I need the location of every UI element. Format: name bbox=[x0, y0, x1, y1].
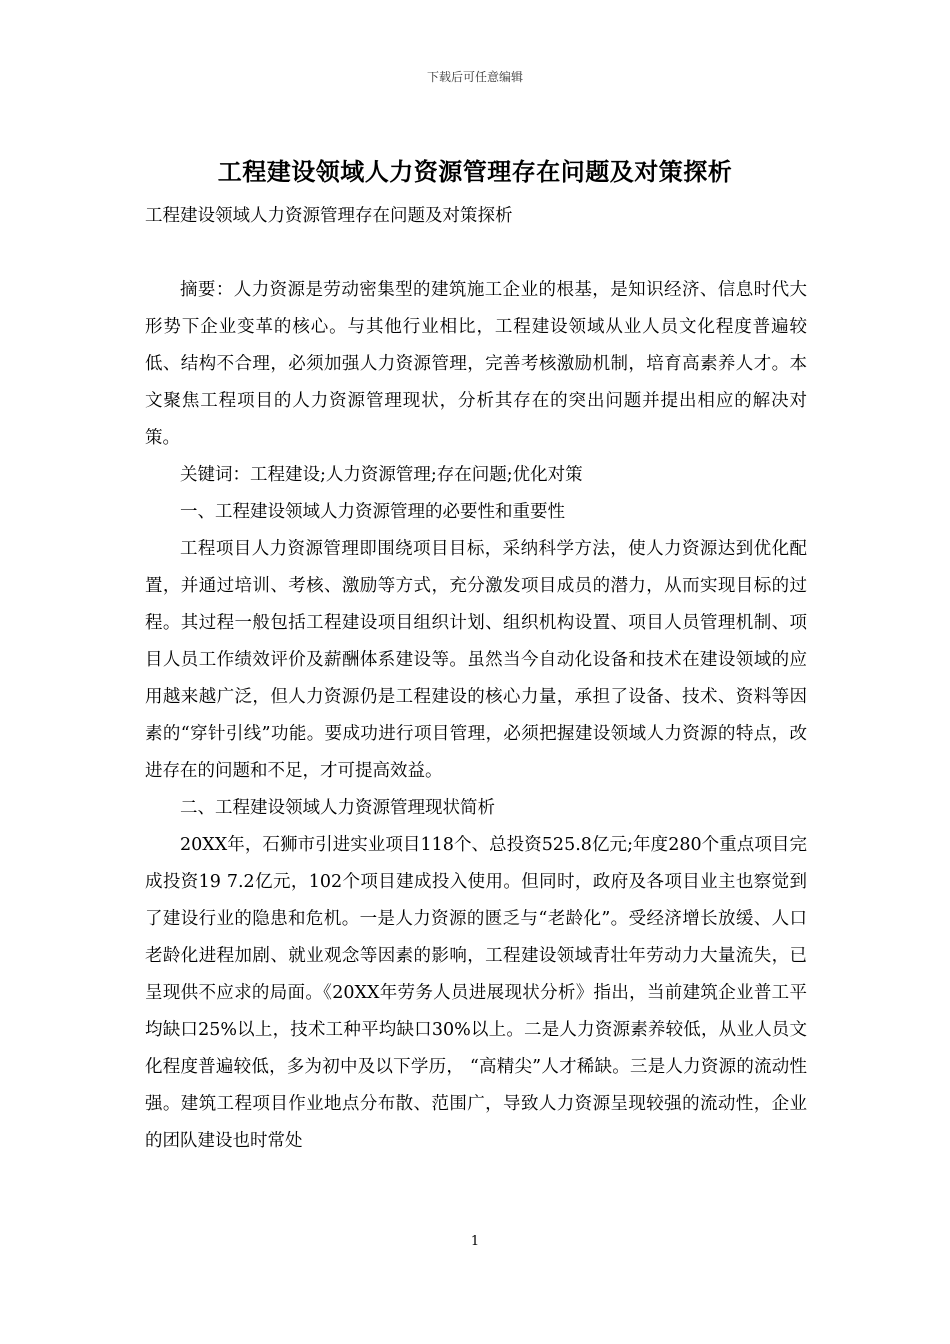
header-note: 下载后可任意编辑 bbox=[426, 70, 523, 84]
subtitle: 工程建设领域人力资源管理存在问题及对策探析 bbox=[145, 206, 513, 226]
section-1-body: 工程项目人力资源管理即围绕项目目标，采纳科学方法，使人力资源达到优化配置，并通过培训、考核、激励等方式，充分激发项目成员的潜力，从而实现目标的过程。其过程一般包括工程建设项目组织计划、组织机构设置、项目人员管理机制、项目人员工作绩效评价及薪酬体系建设等。虽然当今自动化设备和技术在建设领域的应用越来越广泛，但人力资源仍是工程建设的核心力量，承担了设备、技术、资料等因素的“穿针引线”功能。要成功进行项目管理，必须把握建设领域人力资源的特点，改进存在的问题和不足，才可提高效益。 bbox=[145, 539, 807, 781]
section-2-heading: 二、工程建设领域人力资源管理现状简析 bbox=[180, 798, 495, 818]
document-body bbox=[145, 198, 807, 1160]
abstract-paragraph: 摘要：人力资源是劳动密集型的建筑施工企业的根基，是知识经济、信息时代大形势下企业变革的核心。与其他行业相比，工程建设领域从业人员文化程度普遍较低、结构不合理，必须加强人力资源管理，完善考核激励机制，培育高素养人才。本文聚焦工程项目的人力资源管理现状，分析其存在的突出问题并提出相应的解决对策。 bbox=[145, 280, 807, 448]
document-title: 工程建设领域人力资源管理存在问题及对策探析 bbox=[217, 157, 733, 186]
keywords-line: 关键词：工程建设;人力资源管理;存在问题;优化对策 bbox=[180, 465, 583, 485]
page-number: 1 bbox=[470, 1234, 480, 1249]
section-2-body: 20XX年，石狮市引进实业项目118个、总投资525.8亿元;年度280个重点项目完成投资19 7.2亿元，102个项目建成投入使用。但同时，政府及各项目业主也察觉到了建设行业的隐患和危机。一是人力资源的匮乏与“老龄化”。受经济增长放缓、人口老龄化进程加剧、就业观念等因素的影响，工程建设领域青壮年劳动力大量流失，已呈现供不应求的局面。《20XX年劳务人员进展现状分析》指出，当前建筑企业普工平均缺口25%以上，技术工种平均缺口30%以上。二是人力资源素养较低，从业人员文化程度普遍较低，多为初中及以下学历， “高精尖”人才稀缺。三是人力资源的流动性强。建筑工程项目作业地点分布散、范围广，导致人力资源呈现较强的流动性，企业的团队建设也时常处 bbox=[145, 835, 807, 1151]
section-1-heading: 一、工程建设领域人力资源管理的必要性和重要性 bbox=[180, 502, 565, 522]
